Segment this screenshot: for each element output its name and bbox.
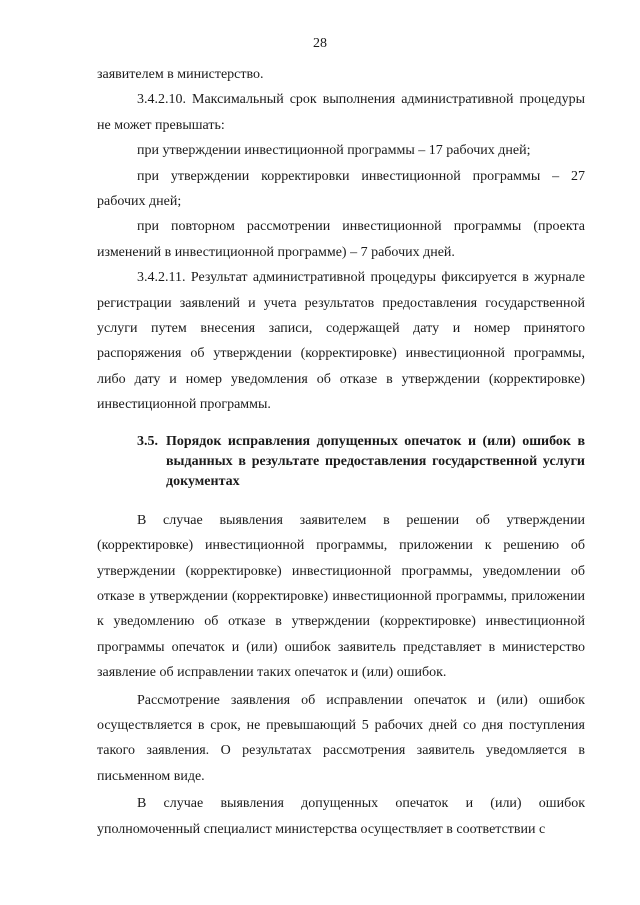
section-title: Порядок исправления допущенных опечаток и (или) ошибок в выданных в результате предоставления государственной услуги документах bbox=[166, 433, 585, 489]
section-number: 3.5. bbox=[137, 433, 158, 449]
paragraph-3-4-2-11: 3.4.2.11. Результат административной процедуры фиксируется в журнале регистрации заявлений и учета результатов предоставления государственной услуги путем внесения записи, содержащей дату и номер принятого распоряжения об утверждении (корректировке) инвестиционной программы, либо дату и номер уведомления об отказе в утверждении (корректировке) инвестиционной программы. bbox=[97, 270, 585, 413]
paragraph-errors-detection: В случае выявления заявителем в решении об утверждении (корректировке) инвестиционной программы, приложении к решению об утверждении (корректировке) инвестиционной программы, уведомлении об отказе в утверждении (корректировке) инвестиционной программы, приложении к уведомлению об отказе в утверждении (корректировке) инвестиционной программы опечаток и (или) ошибок заявитель представляет в министерство заявление об исправлении таких опечаток и (или) ошибок. bbox=[97, 512, 585, 681]
paragraph-3-4-2-10: 3.4.2.10. Максимальный срок выполнения административной процедуры не может превышать: bbox=[97, 92, 585, 133]
paragraph-term-approval: при утверждении инвестиционной программы – 17 рабочих дней; bbox=[137, 143, 531, 159]
paragraph-errors-correction: В случае выявления допущенных опечаток и (или) ошибок уполномоченный специалист министерства осуществляет в соответствии с bbox=[97, 796, 585, 837]
document-body bbox=[97, 62, 585, 842]
paragraph-term-correction: при утверждении корректировки инвестиционной программы – 27 рабочих дней; bbox=[97, 168, 585, 210]
paragraph-term-repeat: при повторном рассмотрении инвестиционной программы (проекта изменений в инвестиционной программе) – 7 рабочих дней. bbox=[97, 219, 585, 260]
paragraph-errors-review: Рассмотрение заявления об исправлении опечаток и (или) ошибок осуществляется в срок, не превышающий 5 рабочих дней со дня поступления такого заявления. О результатах рассмотрения заявитель уведомляется в письменном виде. bbox=[97, 692, 585, 784]
paragraph-continuation: заявителем в министерство. bbox=[97, 67, 264, 82]
section-heading bbox=[97, 432, 585, 492]
page-number: 28 bbox=[313, 36, 327, 51]
